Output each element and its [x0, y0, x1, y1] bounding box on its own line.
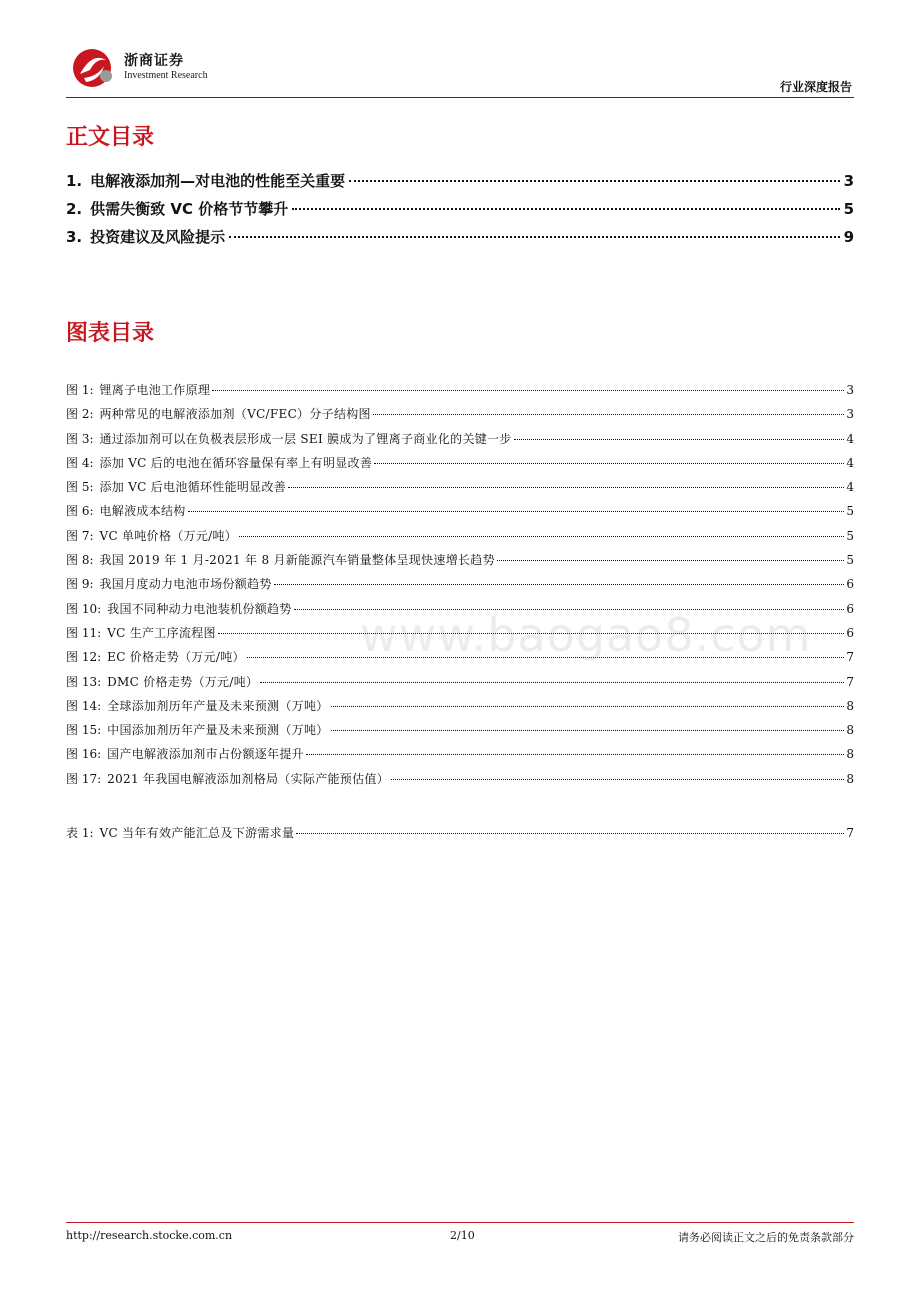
main-toc	[66, 170, 854, 254]
toc-entry-title: 投资建议及风险提示	[90, 228, 226, 246]
dot-leader	[349, 180, 839, 182]
table-entry[interactable]	[66, 824, 854, 848]
figure-page: 4	[846, 431, 854, 446]
dot-leader	[331, 730, 844, 731]
dot-leader	[296, 833, 844, 834]
figure-title: 锂离子电池工作原理	[99, 383, 211, 397]
figure-entry[interactable]	[66, 478, 854, 502]
figure-entry[interactable]	[66, 697, 854, 721]
figure-title: 添加 VC 后电池循环性能明显改善	[99, 480, 287, 495]
figure-label: 图 12:	[66, 650, 102, 665]
figure-page: 6	[846, 625, 854, 640]
figure-page: 8	[846, 698, 854, 713]
figure-title: 通过添加剂可以在负极表层形成一层 SEI 膜成为了锂离子商业化的关键一步	[99, 431, 512, 446]
figure-label: 图 6:	[66, 504, 94, 519]
figure-entry[interactable]	[66, 527, 854, 551]
figure-label: 图 14:	[66, 698, 102, 713]
figure-entry[interactable]	[66, 673, 854, 697]
dot-leader	[212, 390, 844, 391]
figure-page: 7	[846, 674, 854, 689]
figure-page: 5	[846, 553, 854, 568]
toc-entry-number: 3.	[66, 228, 83, 246]
figure-title: 全球添加剂历年产量及未来预测（万吨）	[107, 698, 329, 713]
dot-leader	[288, 487, 844, 488]
figure-page: 6	[846, 601, 854, 616]
dot-leader	[306, 754, 844, 755]
figure-list	[66, 381, 854, 794]
toc-entry-page: 5	[843, 200, 854, 218]
figure-page: 5	[846, 528, 854, 543]
toc-heading: 正文目录	[66, 125, 155, 150]
footer-url[interactable]: http://research.stocke.com.cn	[66, 1229, 233, 1242]
figure-title: EC 价格走势（万元/吨）	[107, 650, 245, 665]
disclaimer-note: 请务必阅读正文之后的免责条款部分	[678, 1231, 854, 1244]
toc-entry[interactable]	[66, 226, 854, 254]
figure-label: 图 3:	[66, 431, 94, 446]
toc-entry-number: 2.	[66, 200, 83, 218]
figure-page: 5	[846, 504, 854, 519]
figure-entry[interactable]	[66, 575, 854, 599]
figure-label: 图 4:	[66, 455, 94, 470]
figure-label: 图 8:	[66, 553, 94, 568]
figure-label: 图 9:	[66, 577, 94, 592]
figure-page: 8	[846, 723, 854, 738]
figure-page: 8	[846, 747, 854, 762]
figure-title: 我国不同种动力电池装机份额趋势	[107, 601, 292, 616]
dot-leader	[292, 208, 839, 210]
dot-leader	[274, 584, 844, 585]
toc-entry-title: 供需失衡致 VC 价格节节攀升	[90, 200, 289, 218]
toc-entry-title: 电解液添加剂—对电池的性能至关重要	[90, 172, 346, 190]
figure-page: 4	[846, 480, 854, 495]
footer-divider	[66, 1222, 854, 1223]
figure-title: VC 生产工序流程图	[107, 625, 216, 640]
dot-leader	[188, 511, 844, 512]
figure-label: 图 10:	[66, 601, 102, 616]
figure-title: VC 单吨价格（万元/吨）	[99, 528, 238, 543]
dot-leader	[497, 560, 844, 561]
figure-title: 2021 年我国电解液添加剂格局（实际产能预估值）	[107, 771, 389, 786]
figure-label: 图 16:	[66, 747, 102, 762]
brand-name: 浙商证券	[124, 53, 184, 69]
figure-label: 图 17:	[66, 771, 102, 786]
figure-entry[interactable]	[66, 770, 854, 794]
dot-leader	[229, 236, 839, 238]
dot-leader	[239, 536, 844, 537]
figure-entry[interactable]	[66, 551, 854, 575]
table-label: 表 1:	[66, 826, 94, 840]
toc-entry-page: 3	[843, 172, 854, 190]
figure-label: 图 7:	[66, 528, 94, 543]
figure-title: DMC 价格走势（万元/吨）	[107, 674, 259, 689]
dot-leader	[331, 706, 844, 707]
figure-label: 图 11:	[66, 625, 102, 640]
figure-entry[interactable]	[66, 502, 854, 526]
figure-label: 图 15:	[66, 723, 102, 738]
dot-leader	[374, 463, 844, 464]
figure-label: 图 5:	[66, 480, 94, 495]
figure-page: 7	[846, 650, 854, 665]
figure-entry[interactable]	[66, 405, 854, 429]
figure-list-heading: 图表目录	[66, 321, 155, 346]
figure-title: 中国添加剂历年产量及未来预测（万吨）	[107, 723, 329, 738]
figure-title: 添加 VC 后的电池在循环容量保有率上有明显改善	[99, 455, 373, 470]
page-number: 2/10	[450, 1229, 475, 1242]
table-title: VC 当年有效产能汇总及下游需求量	[99, 826, 295, 840]
toc-entry-number: 1.	[66, 172, 83, 190]
toc-entry[interactable]	[66, 170, 854, 198]
figure-label: 图 1:	[66, 383, 94, 397]
brand-subtitle: Investment Research	[124, 70, 208, 81]
toc-entry-page: 9	[843, 228, 854, 246]
figure-entry[interactable]	[66, 454, 854, 478]
company-logo-icon	[70, 46, 120, 90]
figure-page: 3	[846, 383, 854, 397]
header-divider	[66, 97, 854, 98]
dot-leader	[260, 682, 844, 683]
page-header	[66, 38, 854, 98]
figure-label: 图 13:	[66, 674, 102, 689]
figure-page: 8	[846, 771, 854, 786]
figure-page: 4	[846, 455, 854, 470]
dot-leader	[373, 414, 844, 415]
figure-title: 我国月度动力电池市场份额趋势	[99, 577, 272, 592]
figure-title: 我国 2019 年 1 月-2021 年 8 月新能源汽车销量整体呈现快速增长趋势	[99, 553, 495, 568]
figure-title: 电解液成本结构	[99, 504, 186, 519]
figure-label: 图 2:	[66, 407, 94, 422]
dot-leader	[391, 779, 844, 780]
figure-page: 6	[846, 577, 854, 592]
table-list	[66, 824, 854, 848]
figure-entry[interactable]	[66, 745, 854, 769]
watermark: www.baogao8.com	[360, 608, 812, 662]
figure-entry[interactable]	[66, 430, 854, 454]
figure-page: 3	[846, 407, 854, 422]
figure-entry[interactable]	[66, 381, 854, 405]
toc-entry[interactable]	[66, 198, 854, 226]
figure-title: 两种常见的电解液添加剂（VC/FEC）分子结构图	[99, 407, 371, 422]
report-type: 行业深度报告	[779, 80, 852, 94]
figure-title: 国产电解液添加剂市占份额逐年提升	[107, 747, 304, 762]
dot-leader	[514, 439, 844, 440]
table-page: 7	[846, 826, 854, 840]
figure-entry[interactable]	[66, 721, 854, 745]
